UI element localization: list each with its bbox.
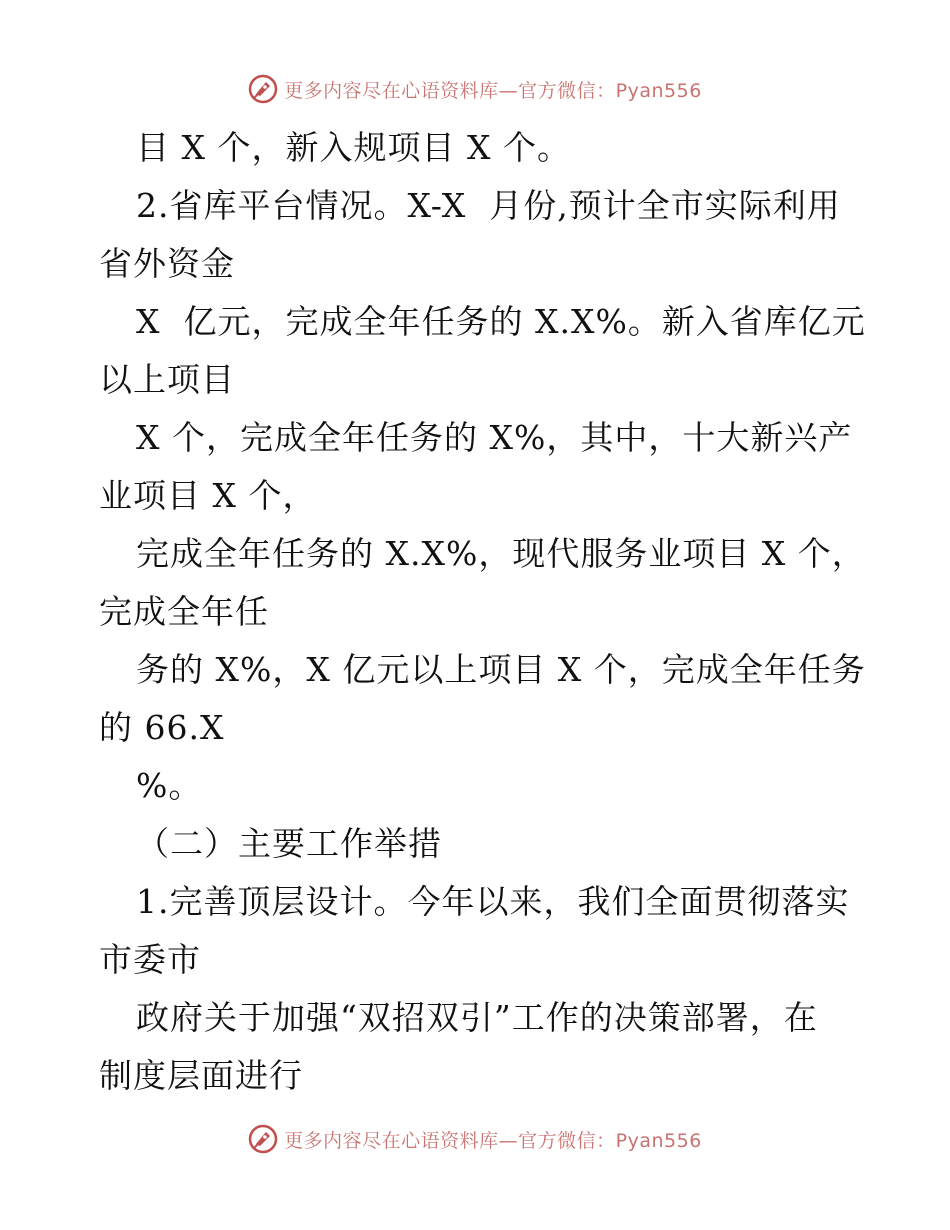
body-line: 业项目 X 个， [99, 476, 317, 515]
body-line: 2.省库平台情况。X-X 月份,预计全市实际利用 [136, 186, 841, 225]
body-line: 政府关于加强“双招双引”工作的决策部署，在 [136, 998, 818, 1037]
footer-watermark-text: 更多内容尽在心语资料库—官方微信：Pyan556 [284, 1129, 702, 1152]
body-line: 完成全年任 [99, 592, 269, 631]
body-line: %。 [136, 766, 203, 805]
pen-nib-logo-icon [248, 1124, 278, 1154]
body-line: 的 66.X [99, 708, 225, 747]
header-watermark-text: 更多内容尽在心语资料库—官方微信：Pyan556 [284, 79, 702, 102]
body-line: 1.完善顶层设计。今年以来，我们全面贯彻落实 [136, 882, 850, 921]
body-line: X 个，完成全年任务的 X%，其中，十大新兴产 [136, 418, 853, 457]
body-line: 目 X 个，新入规项目 X 个。 [136, 128, 571, 167]
section-heading: （二）主要工作举措 [136, 824, 442, 863]
body-line: 省外资金 [99, 244, 235, 283]
body-line: X 亿元，完成全年任务的 X.X%。新入省库亿元 [136, 302, 866, 341]
body-line: 市委市 [99, 940, 201, 979]
body-line: 务的 X%，X 亿元以上项目 X 个，完成全年任务 [136, 650, 866, 689]
body-line: 完成全年任务的 X.X%，现代服务业项目 X 个， [136, 534, 866, 573]
pen-nib-logo-icon [248, 74, 278, 104]
body-line: 以上项目 [99, 360, 235, 399]
footer-watermark [0, 1122, 950, 1156]
body-line: 制度层面进行 [99, 1056, 303, 1095]
header-watermark [0, 72, 950, 106]
